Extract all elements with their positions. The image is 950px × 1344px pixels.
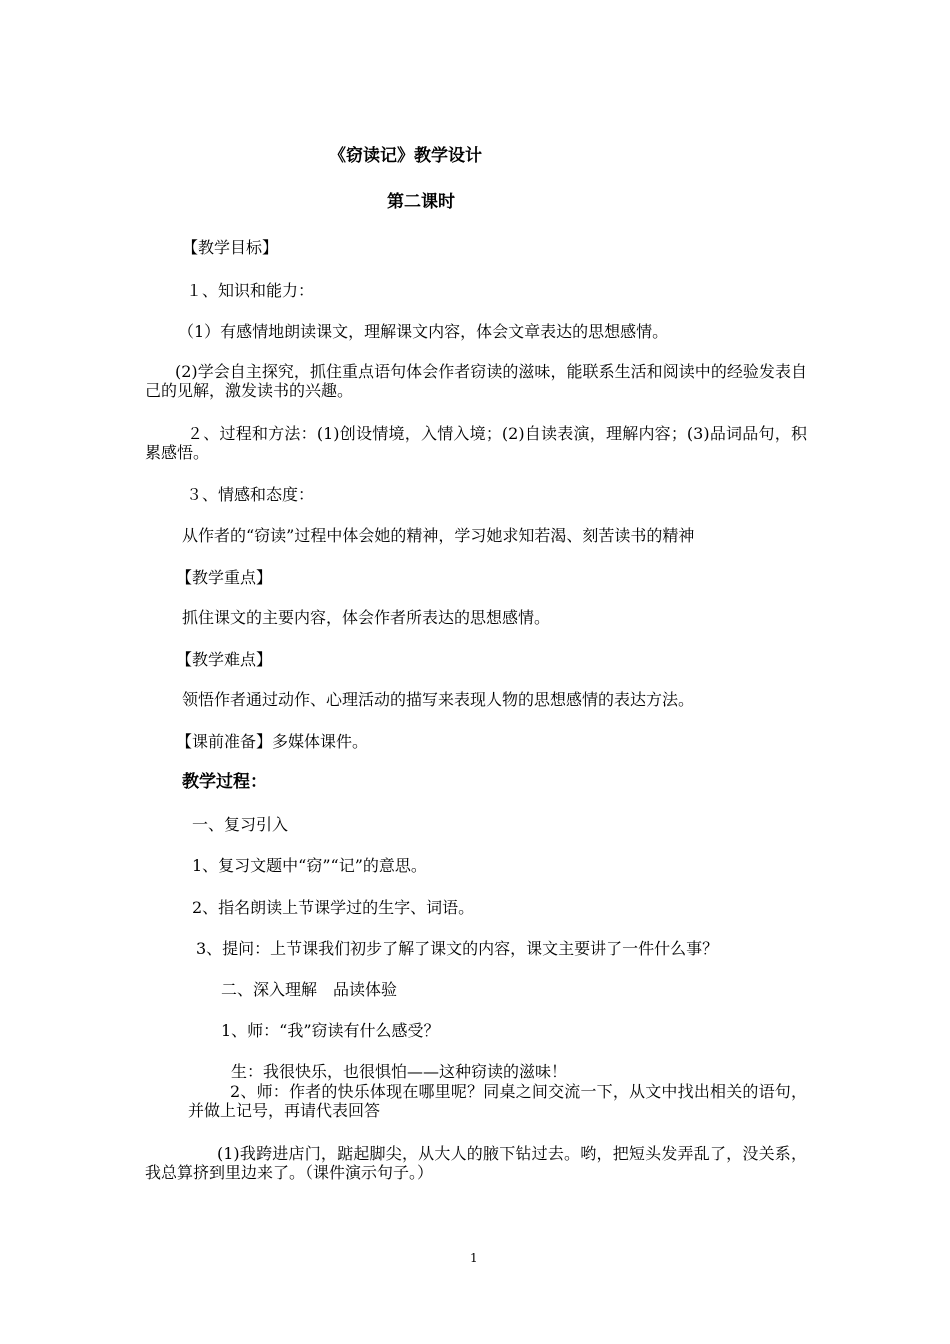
goal-emotion: ３、情感和态度： [186,485,315,504]
heading-key-points: 【教学重点】 [176,568,273,587]
key-points-text: 抓住课文的主要内容，体会作者所表达的思想感情。 [182,608,551,627]
student-answer: 生：我很快乐，也很惧怕——这种窃读的滋味！ [231,1062,568,1081]
understanding-item-1: 1、师：“我”窃读有什么感受？ [221,1021,440,1040]
heading-teaching-goals: 【教学目标】 [182,238,279,257]
review-item-2: 2、指名朗读上节课学过的生字、词语。 [192,898,475,917]
review-item-3: 3、提问：上节课我们初步了解了课文的内容，课文主要讲了一件什么事？ [196,939,719,958]
goal-knowledge-item-2: (2)学会自主探究，抓住重点语句体会作者窃读的滋味，能联系生活和阅读中的经验发表自己的见解，激发读书的兴趣。 [145,362,807,400]
goal-knowledge: １、知识和能力： [186,281,315,300]
heading-teaching-process: 教学过程： [182,772,267,792]
goal-process-methods: ２、过程和方法：(1)创设情境，入情入境；(2)自读表演，理解内容；(3)品词品句，积累感悟。 [145,424,807,462]
quote-sentence-1: (1)我跨进店门，踮起脚尖，从大人的腋下钻过去。哟，把短头发弄乱了，没关系，我总算挤到里边来了。（课件演示句子。） [145,1144,807,1182]
section-review: 一、复习引入 [192,815,289,834]
understanding-item-2: 2、师：作者的快乐体现在哪里呢？同桌之间交流一下，从文中找出相关的语句，并做上记号，再请代表回答 [188,1082,807,1120]
goal-knowledge-item-1: （1）有感情地朗读课文，理解课文内容，体会文章表达的思想感情。 [178,322,669,341]
document-title: 《窃读记》教学设计 [329,146,482,166]
heading-difficulties: 【教学难点】 [176,650,273,669]
goal-emotion-text: 从作者的“窃读”过程中体会她的精神，学习她求知若渴、刻苦读书的精神 [182,526,695,545]
document-subtitle: 第二课时 [387,192,455,212]
review-item-1: 1、复习文题中“窃”“记”的意思。 [192,856,427,875]
section-understanding: 二、深入理解 品读体验 [221,980,398,999]
preparation-text: 【课前准备】多媒体课件。 [176,732,369,751]
difficulties-text: 领悟作者通过动作、心理活动的描写来表现人物的思想感情的表达方法。 [182,690,695,709]
page-number: 1 [470,1251,478,1265]
